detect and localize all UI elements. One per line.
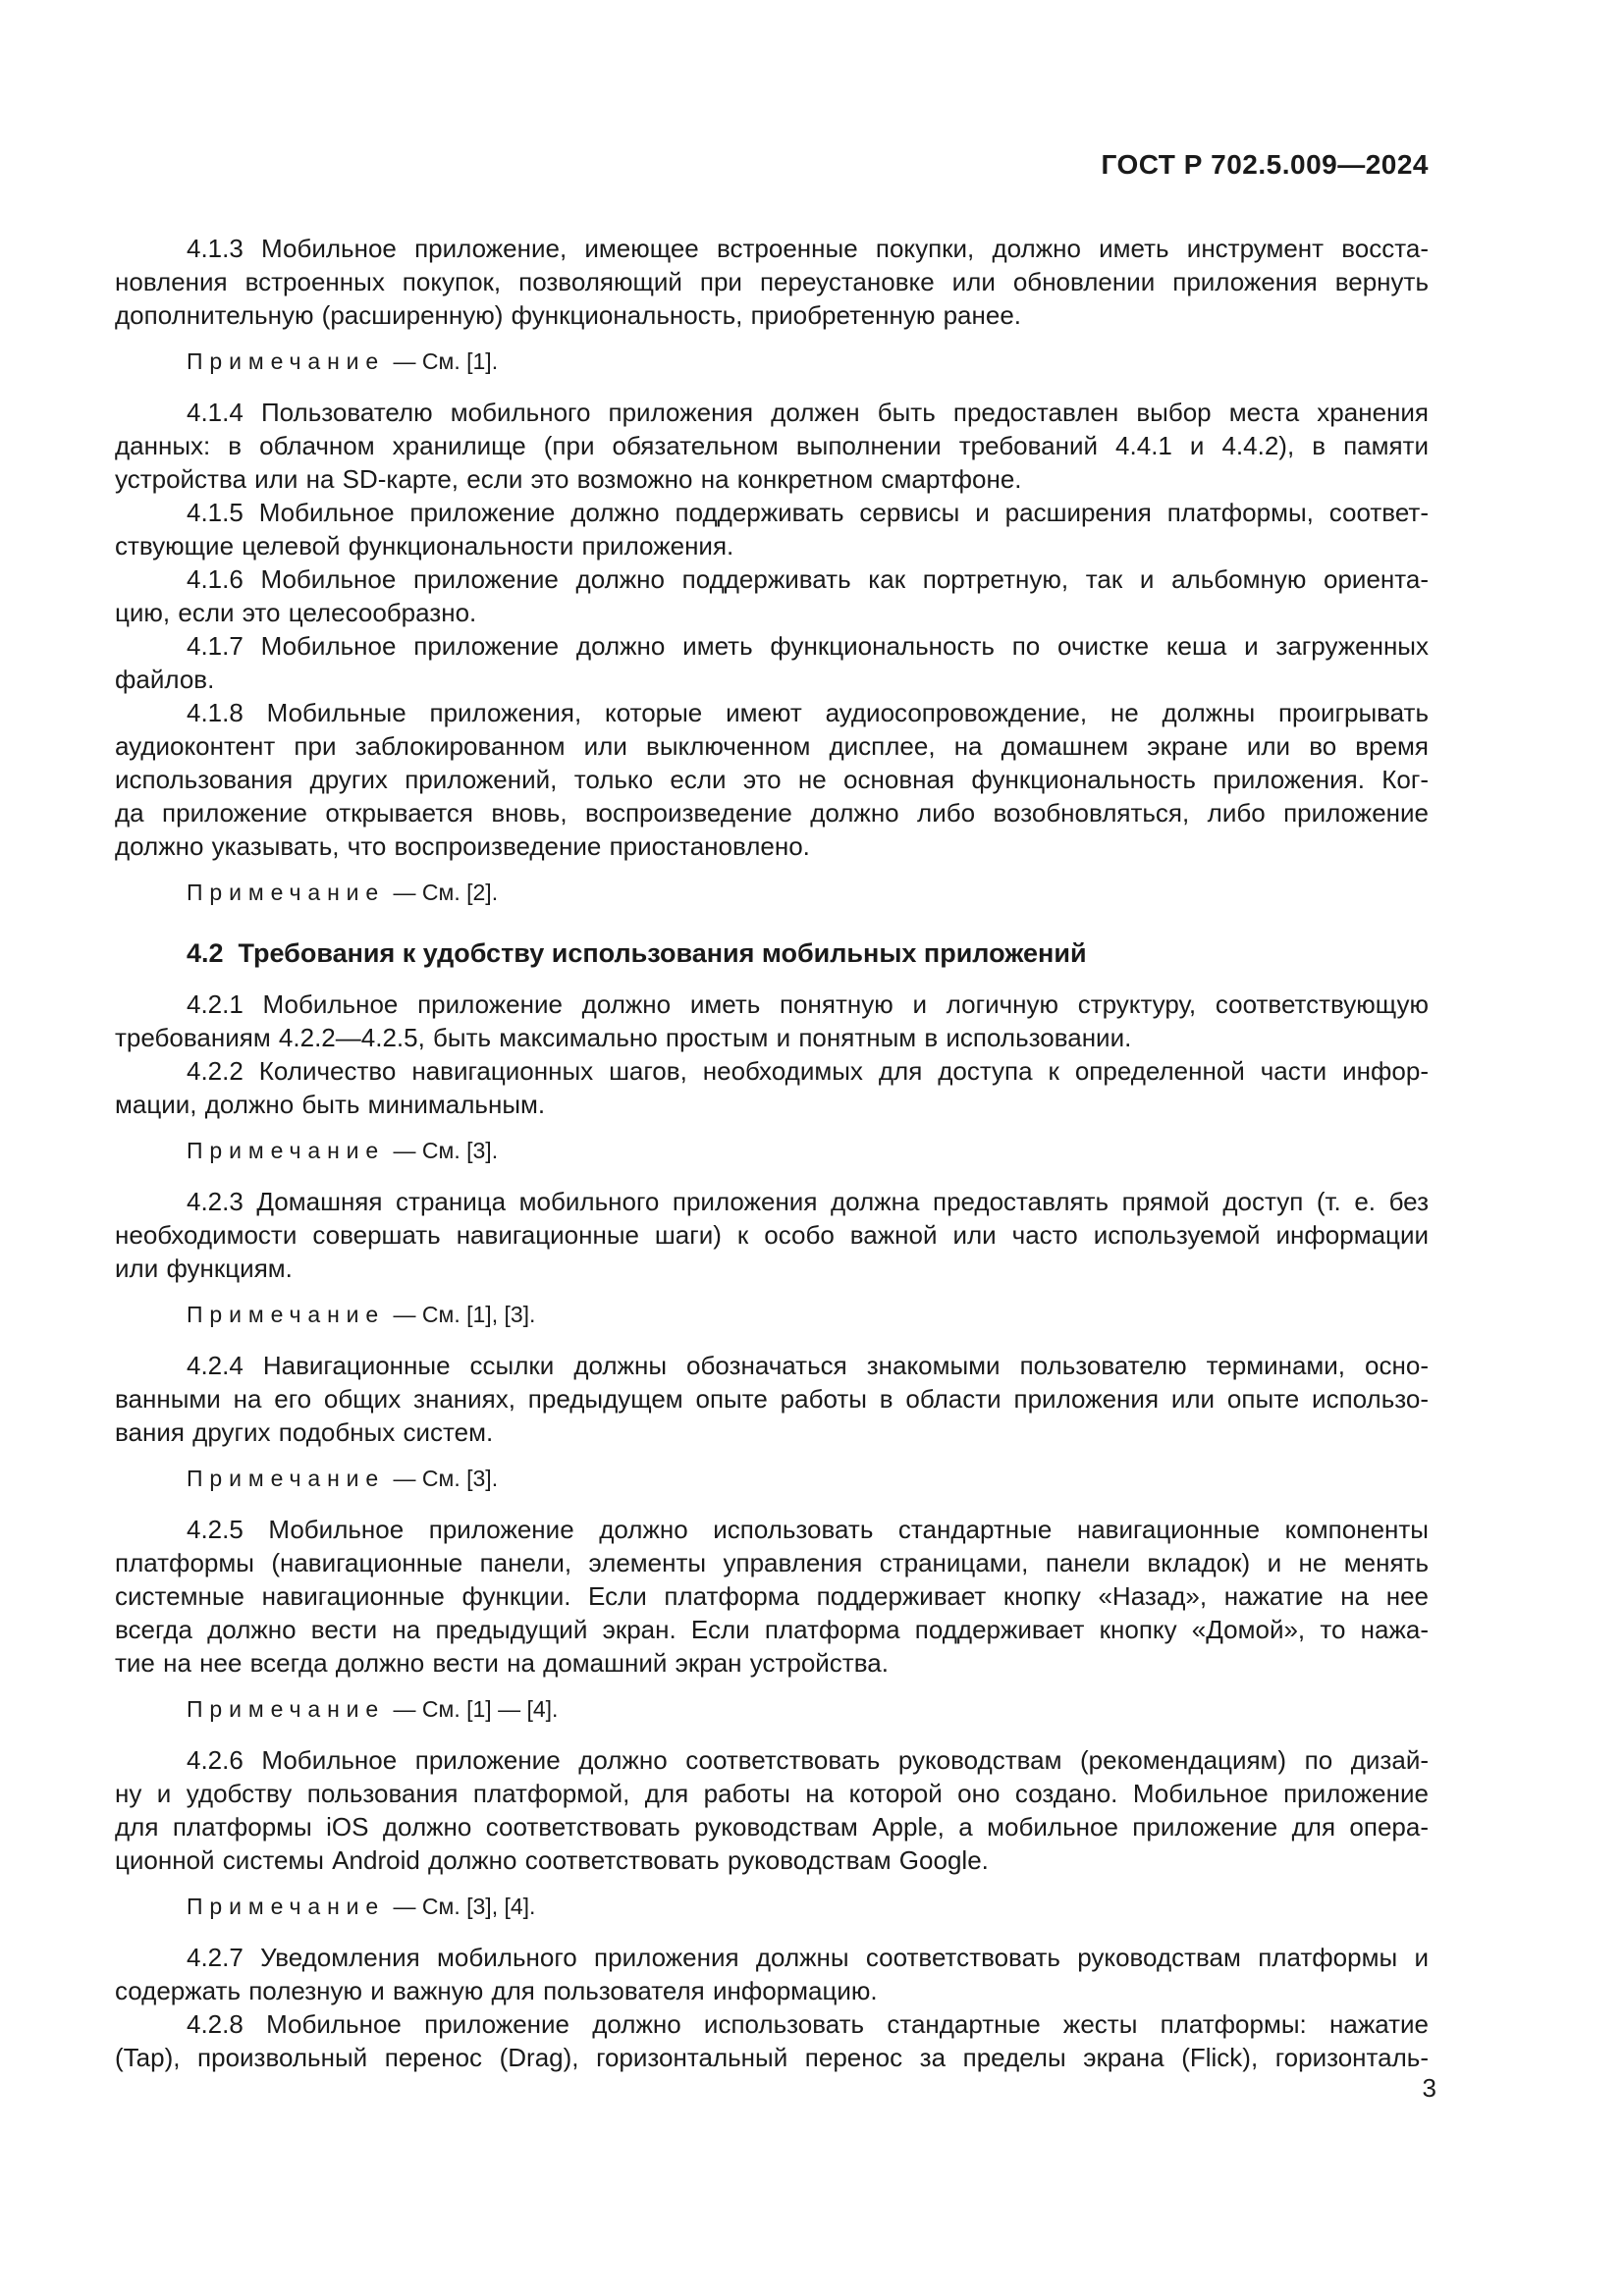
text-line: использования других приложений, только если это не основная функциональность приложения. Ког-	[115, 765, 1429, 794]
text-line: 4.1.7 Мобильное приложение должно иметь функциональность по очистке кеша и загруженных	[187, 631, 1429, 661]
note	[115, 1893, 1429, 1921]
page-number: 3	[1422, 2073, 1436, 2103]
paragraph-4.1.6	[115, 562, 1429, 629]
text-line: 4.2.1 Мобильное приложение должно иметь понятную и логичную структуру, соответствующую	[187, 989, 1429, 1019]
text-line: системные навигационные функции. Если платформа поддерживает кнопку «Назад», нажатие на нее	[115, 1581, 1429, 1611]
text-line: ствующие целевой функциональности приложения.	[115, 531, 734, 561]
note-text: — См. [3].	[387, 1466, 499, 1491]
note-text: — См. [2].	[387, 880, 499, 905]
note	[115, 1137, 1429, 1165]
text-line: 4.2.3 Домашняя страница мобильного приложения должна предоставлять прямой доступ (т. е. без	[187, 1187, 1429, 1216]
paragraph-4.2.1	[115, 988, 1429, 1054]
text-line: необходимости совершать навигационные шаги) к особо важной или часто используемой информации	[115, 1220, 1429, 1250]
note	[115, 1465, 1429, 1493]
text-line: новления встроенных покупок, позволяющий при переустановке или обновлении приложения вернуть	[115, 267, 1429, 296]
text-line: аудиоконтент при заблокированном или выключенном дисплее, на домашнем экране или во время	[115, 731, 1429, 761]
paragraph-4.2.8	[115, 2007, 1429, 2074]
note	[115, 347, 1429, 376]
text-line: устройства или на SD-карте, если это возможно на конкретном смартфоне.	[115, 464, 1022, 494]
note-label: Примечание	[187, 348, 386, 374]
text-line: требованиям 4.2.2—4.2.5, быть максимально простым и понятным в использовании.	[115, 1023, 1132, 1052]
note-label: Примечание	[187, 1302, 386, 1327]
paragraph-4.1.8	[115, 696, 1429, 863]
note-label: Примечание	[187, 1466, 386, 1491]
section-heading: 4.2 Требования к удобству использования мобильных приложений	[187, 938, 1087, 968]
note-label: Примечание	[187, 1894, 386, 1919]
text-line: 4.2.5 Мобильное приложение должно использовать стандартные навигационные компоненты	[187, 1515, 1429, 1544]
paragraph-4.1.5	[115, 496, 1429, 562]
text-line: данных: в облачном хранилище (при обязательном выполнении требований 4.4.1 и 4.4.2), в памяти	[115, 431, 1429, 460]
paragraph-4.1.7	[115, 629, 1429, 696]
document-body	[115, 232, 1429, 2074]
page-content	[115, 0, 1429, 2074]
paragraph-4.2.4	[115, 1349, 1429, 1449]
note-label: Примечание	[187, 880, 386, 905]
note	[115, 879, 1429, 907]
text-line: да приложение открывается вновь, воспроизведение должно либо возобновляться, либо приложение	[115, 798, 1429, 828]
text-line: должно указывать, что воспроизведение приостановлено.	[115, 831, 810, 861]
note	[115, 1695, 1429, 1724]
text-line: 4.1.5 Мобильное приложение должно поддерживать сервисы и расширения платформы, соответ-	[187, 498, 1429, 527]
text-line: 4.2.2 Количество навигационных шагов, необходимых для доступа к определенной части инфор-	[187, 1056, 1429, 1086]
text-line: 4.2.4 Навигационные ссылки должны обозначаться знакомыми пользователю терминами, осно-	[187, 1351, 1429, 1380]
paragraph-4.1.4	[115, 396, 1429, 496]
text-line: 4.1.6 Мобильное приложение должно поддерживать как портретную, так и альбомную ориента-	[187, 564, 1429, 594]
note-label: Примечание	[187, 1138, 386, 1163]
text-line: ванными на его общих знаниях, предыдущем опыте работы в области приложения или опыте использо-	[115, 1384, 1429, 1414]
text-line: 4.1.3 Мобильное приложение, имеющее встроенные покупки, должно иметь инструмент восста-	[187, 234, 1429, 263]
text-line: или функциям.	[115, 1254, 293, 1283]
document-header: ГОСТ Р 702.5.009—2024	[1101, 149, 1429, 180]
text-line: тие на нее всегда должно вести на домашний экран устройства.	[115, 1648, 889, 1678]
text-line: цию, если это целесообразно.	[115, 598, 477, 627]
text-line: для платформы iOS должно соответствовать руководствам Apple, а мобильное приложение для опера-	[115, 1812, 1429, 1842]
note	[115, 1301, 1429, 1329]
text-line: (Tap), произвольный перенос (Drag), горизонтальный перенос за пределы экрана (Flick), горизонталь-	[115, 2043, 1429, 2072]
text-line: ционной системы Android должно соответствовать руководствам Google.	[115, 1845, 989, 1875]
text-line: 4.1.8 Мобильные приложения, которые имеют аудиосопровождение, не должны проигрывать	[187, 698, 1429, 727]
text-line: 4.1.4 Пользователю мобильного приложения должен быть предоставлен выбор места хранения	[187, 398, 1429, 427]
note-text: — См. [1].	[387, 348, 499, 374]
note-text: — См. [3].	[387, 1138, 499, 1163]
paragraph-4.2.2	[115, 1054, 1429, 1121]
text-line: ну и удобству пользования платформой, для работы на которой оно создано. Мобильное приложение	[115, 1779, 1429, 1808]
text-line: платформы (навигационные панели, элементы управления страницами, панели вкладок) и не менять	[115, 1548, 1429, 1577]
text-line: вания других подобных систем.	[115, 1417, 494, 1447]
text-line: 4.2.6 Мобильное приложение должно соответствовать руководствам (рекомендациям) по дизай-	[187, 1745, 1429, 1775]
paragraph-4.2.3	[115, 1185, 1429, 1285]
text-line: 4.2.7 Уведомления мобильного приложения должны соответствовать руководствам платформы и	[187, 1943, 1429, 1972]
text-line: содержать полезную и важную для пользователя информацию.	[115, 1976, 878, 2005]
text-line: всегда должно вести на предыдущий экран. Если платформа поддерживает кнопку «Домой», то нажа-	[115, 1615, 1429, 1644]
note-text: — См. [3], [4].	[387, 1894, 536, 1919]
text-line: мации, должно быть минимальным.	[115, 1090, 546, 1119]
paragraph-4.1.3	[115, 232, 1429, 332]
paragraph-4.2.6	[115, 1743, 1429, 1877]
text-line: 4.2.8 Мобильное приложение должно использовать стандартные жесты платформы: нажатие	[187, 2009, 1429, 2039]
note-label: Примечание	[187, 1696, 386, 1722]
paragraph-4.2.7	[115, 1941, 1429, 2007]
text-line: дополнительную (расширенную) функциональность, приобретенную ранее.	[115, 300, 1022, 330]
note-text: — См. [1] — [4].	[387, 1696, 559, 1722]
text-line: файлов.	[115, 665, 215, 694]
note-text: — См. [1], [3].	[387, 1302, 536, 1327]
paragraph-4.2.5	[115, 1513, 1429, 1680]
